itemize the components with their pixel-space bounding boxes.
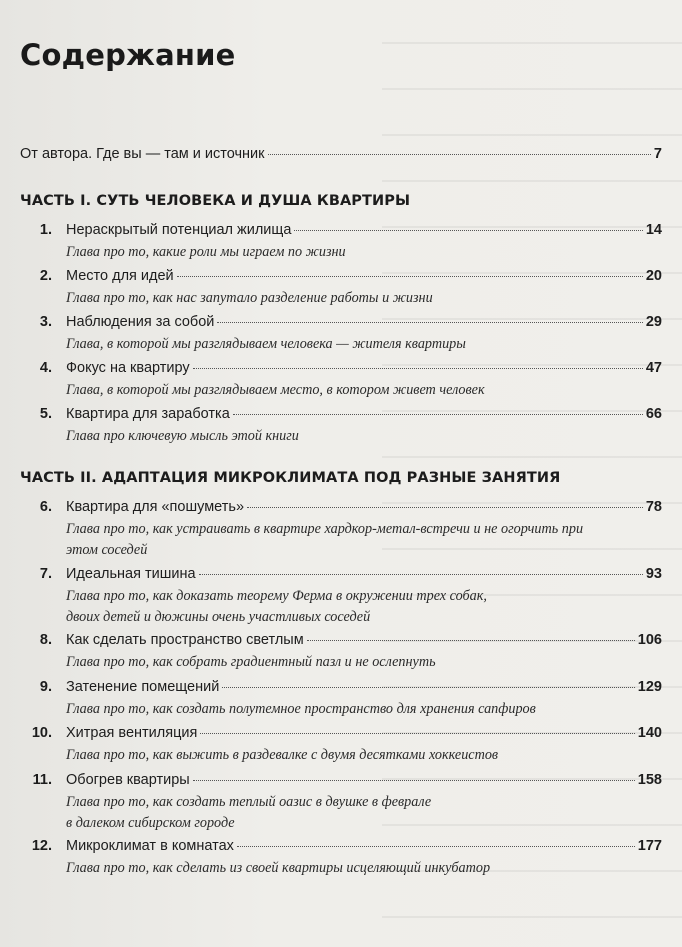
chapter-number: 8. [39, 632, 52, 648]
dot-leader [237, 846, 635, 847]
chapter-title: Квартира для «пошуметь» [66, 499, 245, 515]
toc-entry [66, 632, 662, 648]
chapter-description [66, 334, 656, 355]
chapter-title: Квартира для заработка [66, 406, 230, 422]
chapter-description [66, 586, 656, 628]
chapter-page: 29 [645, 314, 662, 330]
toc-entry [66, 268, 662, 284]
chapter-number: 3. [39, 314, 52, 330]
dot-leader [193, 780, 635, 781]
dot-leader [177, 276, 643, 277]
dot-leader [307, 640, 635, 641]
chapter-description [66, 652, 656, 673]
chapter-title: Затенение помещений [66, 679, 220, 695]
chapter-title: Как сделать пространство светлым [66, 632, 304, 648]
description-line: Глава про то, как сделать из своей квартиры исцеляющий инкубатор [66, 860, 491, 876]
chapter-number: 9. [39, 679, 52, 695]
chapter-title: Место для идей [66, 268, 174, 284]
chapter-description [66, 288, 656, 309]
description-line: Глава про то, какие роли мы играем по жизни [66, 244, 346, 260]
chapter-description [66, 519, 656, 561]
chapter-page: 20 [645, 268, 662, 284]
chapter-title: Нераскрытый потенциал жилища [66, 222, 292, 238]
chapter-description [66, 699, 656, 720]
chapter-page: 47 [645, 360, 662, 376]
description-line: этом соседей [66, 542, 148, 558]
chapter-description [66, 745, 656, 766]
description-line: Глава про то, как выжить в раздевалке с двумя десятками хоккеистов [66, 747, 499, 763]
chapter-page: 106 [637, 632, 662, 648]
toc-entry-title: От автора. Где вы — там и источник [20, 146, 265, 162]
chapter-page: 66 [645, 406, 662, 422]
chapter-title: Обогрев квартиры [66, 772, 190, 788]
part-heading: ЧАСТЬ I. СУТЬ ЧЕЛОВЕКА И ДУША КВАРТИРЫ [20, 193, 411, 209]
description-line: Глава про то, как устраивать в квартире хардкор-метал-встречи и не огорчить при [66, 521, 584, 537]
chapter-title: Идеальная тишина [66, 566, 196, 582]
chapter-number: 1. [39, 222, 52, 238]
chapter-number: 6. [39, 499, 52, 515]
chapter-description [66, 792, 656, 834]
dot-leader [200, 733, 634, 734]
chapter-page: 140 [637, 725, 662, 741]
chapter-number: 7. [39, 566, 52, 582]
chapter-title: Микроклимат в комнатах [66, 838, 234, 854]
toc-entry [66, 838, 662, 854]
chapter-number: 4. [39, 360, 52, 376]
chapter-description [66, 858, 656, 879]
toc-entry [66, 406, 662, 422]
chapter-page: 14 [645, 222, 662, 238]
chapter-page: 177 [637, 838, 662, 854]
part-heading: ЧАСТЬ II. АДАПТАЦИЯ МИКРОКЛИМАТА ПОД РАЗНЫЕ ЗАНЯТИЯ [20, 470, 561, 486]
dot-leader [294, 230, 642, 231]
description-line: Глава про то, как доказать теорему Ферма в окружении трех собак, [66, 588, 487, 604]
description-line: Глава про ключевую мысль этой книги [66, 428, 299, 444]
chapter-description [66, 426, 656, 447]
toc-entry [66, 222, 662, 238]
dot-leader [199, 574, 643, 575]
chapter-page: 78 [645, 499, 662, 515]
description-line: Глава про то, как создать полутемное пространство для хранения сапфиров [66, 701, 536, 717]
chapter-page: 129 [637, 679, 662, 695]
chapter-title: Наблюдения за собой [66, 314, 215, 330]
toc-entry [66, 566, 662, 582]
toc-entry [66, 725, 662, 741]
chapter-description [66, 380, 656, 401]
chapter-number: 12. [31, 838, 52, 854]
description-line: Глава, в которой мы разглядываем место, в котором живет человек [66, 382, 485, 398]
chapter-page: 158 [637, 772, 662, 788]
toc-entry [66, 360, 662, 376]
dot-leader [217, 322, 642, 323]
toc-entry-page: 7 [653, 146, 662, 162]
dot-leader [268, 154, 651, 155]
description-line: Глава про то, как нас запутало разделение работы и жизни [66, 290, 433, 306]
toc-entry [66, 679, 662, 695]
chapter-title: Хитрая вентиляция [66, 725, 198, 741]
chapter-number: 11. [32, 772, 52, 788]
chapter-description [66, 242, 656, 263]
chapter-number: 2. [39, 268, 52, 284]
description-line: двоих детей и дюжины очень участливых соседей [66, 609, 371, 625]
dot-leader [247, 507, 643, 508]
page-title: Содержание [20, 38, 236, 72]
description-line: в далеком сибирском городе [66, 815, 235, 831]
toc-entry [66, 772, 662, 788]
toc-entry [66, 314, 662, 330]
toc-entry [66, 499, 662, 515]
description-line: Глава про то, как создать теплый оазис в двушке в феврале [66, 794, 432, 810]
description-line: Глава про то, как собрать градиентный пазл и не ослепнуть [66, 654, 436, 670]
chapter-number: 5. [39, 406, 52, 422]
chapter-title: Фокус на квартиру [66, 360, 190, 376]
dot-leader [193, 368, 643, 369]
dot-leader [222, 687, 634, 688]
description-line: Глава, в которой мы разглядываем человека — жителя квартиры [66, 336, 466, 352]
chapter-page: 93 [645, 566, 662, 582]
toc-entry-intro [20, 146, 662, 162]
dot-leader [233, 414, 643, 415]
chapter-number: 10. [31, 725, 52, 741]
